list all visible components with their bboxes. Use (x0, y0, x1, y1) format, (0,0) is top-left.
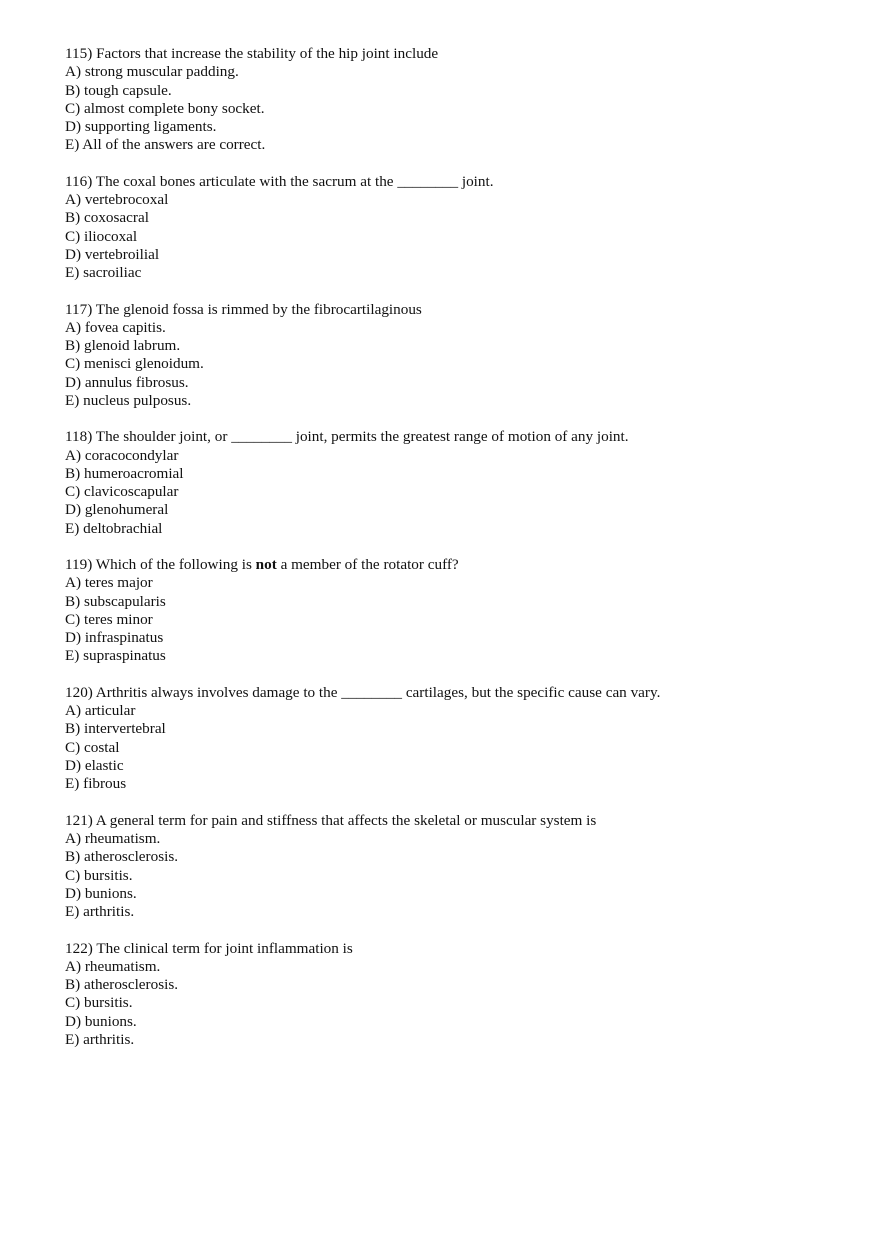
option-c: C) iliocoxal (65, 227, 138, 245)
option-c: C) bursitis. (65, 994, 133, 1012)
option-d: D) elastic (65, 756, 124, 774)
option-b: B) glenoid labrum. (65, 337, 181, 355)
question-stem (65, 556, 845, 574)
option-c: C) teres minor (65, 610, 153, 628)
stem-emphasis: not (255, 556, 277, 574)
question-122 (65, 940, 845, 1050)
option-d: D) infraspinatus (65, 629, 164, 647)
option-c: C) bursitis. (65, 866, 133, 884)
option-c: C) menisci glenoidum. (65, 355, 204, 373)
option-d: D) glenohumeral (65, 501, 169, 519)
option-e: E) deltobrachial (65, 519, 163, 537)
question-115 (65, 45, 845, 155)
option-e: E) arthritis. (65, 903, 135, 921)
option-b: B) atherosclerosis. (65, 976, 179, 994)
question-stem: 122) The clinical term for joint inflammation is (65, 939, 353, 957)
option-b: B) subscapularis (65, 592, 166, 610)
option-d: D) bunions. (65, 884, 137, 902)
option-a: A) rheumatism. (65, 830, 161, 848)
option-a: A) articular (65, 702, 136, 720)
option-e: E) fibrous (65, 775, 127, 793)
option-a: A) fovea capitis. (65, 318, 166, 336)
option-e: E) sacroiliac (65, 264, 142, 282)
option-b: B) humeroacromial (65, 464, 184, 482)
question-stem: 121) A general term for pain and stiffness that affects the skeletal or muscular system is (65, 811, 597, 829)
option-a: A) strong muscular padding. (65, 63, 239, 81)
option-e: E) All of the answers are correct. (65, 136, 266, 154)
option-c: C) costal (65, 738, 120, 756)
question-stem: 118) The shoulder joint, or ________ joint, permits the greatest range of motion of any joint. (65, 428, 629, 446)
option-d: D) annulus fibrosus. (65, 373, 189, 391)
question-117 (65, 301, 845, 411)
question-page (65, 45, 845, 1067)
option-b: B) intervertebral (65, 720, 166, 738)
option-e: E) arthritis. (65, 1030, 135, 1048)
option-b: B) tough capsule. (65, 81, 172, 99)
question-119 (65, 556, 845, 666)
question-stem: 116) The coxal bones articulate with the sacrum at the ________ joint. (65, 172, 494, 190)
option-b: B) atherosclerosis. (65, 848, 179, 866)
question-120 (65, 684, 845, 794)
option-a: A) rheumatism. (65, 957, 161, 975)
stem-text-after: a member of the rotator cuff? (276, 556, 459, 574)
option-a: A) coracocondylar (65, 446, 179, 464)
option-d: D) vertebroilial (65, 245, 160, 263)
stem-text-before: 119) Which of the following is (65, 556, 256, 574)
question-121 (65, 812, 845, 922)
question-stem: 120) Arthritis always involves damage to the ________ cartilages, but the specific cause can vary. (65, 683, 661, 701)
option-e: E) nucleus pulposus. (65, 391, 192, 409)
question-116 (65, 173, 845, 283)
option-a: A) teres major (65, 574, 153, 592)
question-stem: 115) Factors that increase the stability of the hip joint include (65, 45, 439, 62)
option-a: A) vertebrocoxal (65, 191, 169, 209)
option-c: C) almost complete bony socket. (65, 99, 265, 117)
option-d: D) supporting ligaments. (65, 118, 217, 135)
option-e: E) supraspinatus (65, 647, 166, 665)
question-stem: 117) The glenoid fossa is rimmed by the fibrocartilaginous (65, 300, 422, 318)
option-b: B) coxosacral (65, 209, 149, 227)
option-d: D) bunions. (65, 1012, 137, 1030)
question-118 (65, 428, 845, 538)
option-c: C) clavicoscapular (65, 483, 179, 501)
